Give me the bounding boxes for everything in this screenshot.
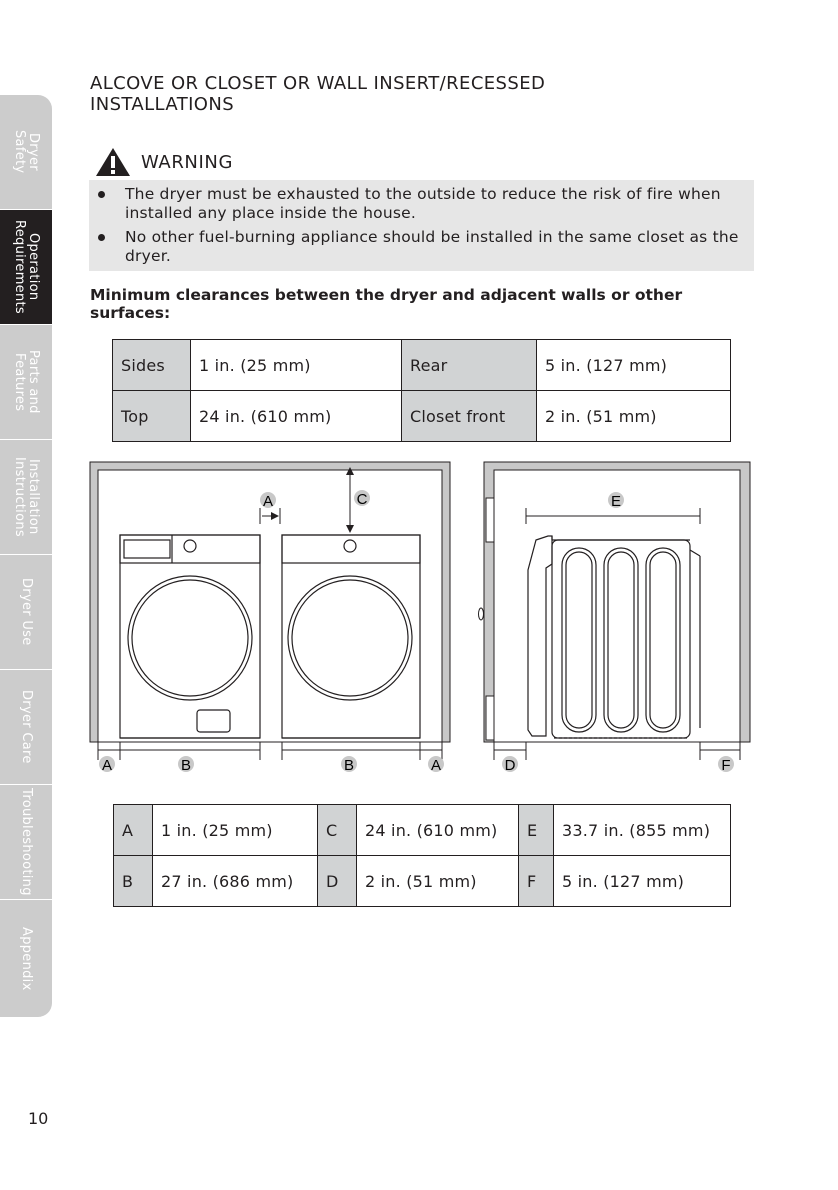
label-e-top: E <box>610 493 622 510</box>
table-cell: Sides <box>113 340 191 391</box>
table-cell: Rear <box>402 340 537 391</box>
clearances-heading: Minimum clearances between the dryer and adjacent walls or other surfaces: <box>90 286 683 322</box>
tab-label: Parts and Features <box>12 350 41 414</box>
warning-title: WARNING <box>141 151 234 173</box>
tab-label: Dryer Use <box>19 578 34 646</box>
table-cell: F <box>519 856 554 907</box>
table-row <box>114 856 731 907</box>
table-cell: 5 in. (127 mm) <box>537 340 731 391</box>
tab-dryer-safety[interactable] <box>0 95 52 210</box>
table-row <box>113 340 731 391</box>
alcove-front-view <box>90 462 450 774</box>
page-title: ALCOVE OR CLOSET OR WALL INSERT/RECESSED INSTALLATIONS <box>90 73 546 115</box>
table-cell: 2 in. (51 mm) <box>537 391 731 442</box>
table-cell: C <box>318 805 357 856</box>
tab-parts-and-features[interactable] <box>0 325 52 440</box>
label-a-top: A <box>262 493 274 510</box>
label-f: F <box>721 757 731 774</box>
table-cell: 1 in. (25 mm) <box>153 805 318 856</box>
tab-label: Dryer Safety <box>12 130 41 174</box>
warning-item: No other fuel-burning appliance should be installed in the same closet as the dryer. <box>89 228 754 266</box>
table-cell: Top <box>113 391 191 442</box>
tab-troubleshooting[interactable] <box>0 785 52 900</box>
label-c-top: C <box>356 491 368 508</box>
label-a-right: A <box>430 757 442 774</box>
page-number: 10 <box>28 1109 49 1128</box>
table-cell: A <box>114 805 153 856</box>
warning-item: The dryer must be exhausted to the outside to reduce the risk of fire when installed any place inside the house. <box>89 185 754 223</box>
table-cell: E <box>519 805 554 856</box>
table-cell: B <box>114 856 153 907</box>
tab-dryer-care[interactable] <box>0 670 52 785</box>
table-cell: 33.7 in. (855 mm) <box>554 805 731 856</box>
table-cell: 1 in. (25 mm) <box>191 340 402 391</box>
tab-label: Troubleshooting <box>19 788 34 896</box>
table-cell: 24 in. (610 mm) <box>191 391 402 442</box>
installation-diagram <box>88 460 753 776</box>
tab-label: Dryer Care <box>19 690 34 764</box>
tab-label: Appendix <box>19 926 34 991</box>
label-d: D <box>504 757 516 774</box>
clearances-table <box>112 339 731 442</box>
label-a-left: A <box>101 757 113 774</box>
side-tab-bar <box>0 95 52 1017</box>
warning-box <box>89 180 754 271</box>
table-cell: Closet front <box>402 391 537 442</box>
warning-list <box>89 180 754 266</box>
tab-appendix[interactable] <box>0 900 52 1017</box>
tab-label: Operation Requirements <box>12 220 41 314</box>
table-cell: 27 in. (686 mm) <box>153 856 318 907</box>
table-row <box>113 391 731 442</box>
tab-dryer-use[interactable] <box>0 555 52 670</box>
dimension-table <box>113 804 731 907</box>
tab-installation-instructions[interactable] <box>0 440 52 555</box>
tab-label: Installation Instructions <box>12 457 41 537</box>
table-cell: D <box>318 856 357 907</box>
table-cell: 2 in. (51 mm) <box>357 856 519 907</box>
warning-heading <box>95 147 233 177</box>
closet-side-view <box>479 462 751 774</box>
table-cell: 5 in. (127 mm) <box>554 856 731 907</box>
tab-operation-requirements[interactable] <box>0 210 52 325</box>
warning-triangle-icon <box>95 147 131 177</box>
label-b-right: B <box>343 757 355 774</box>
table-row <box>114 805 731 856</box>
label-b-left: B <box>180 757 192 774</box>
table-cell: 24 in. (610 mm) <box>357 805 519 856</box>
